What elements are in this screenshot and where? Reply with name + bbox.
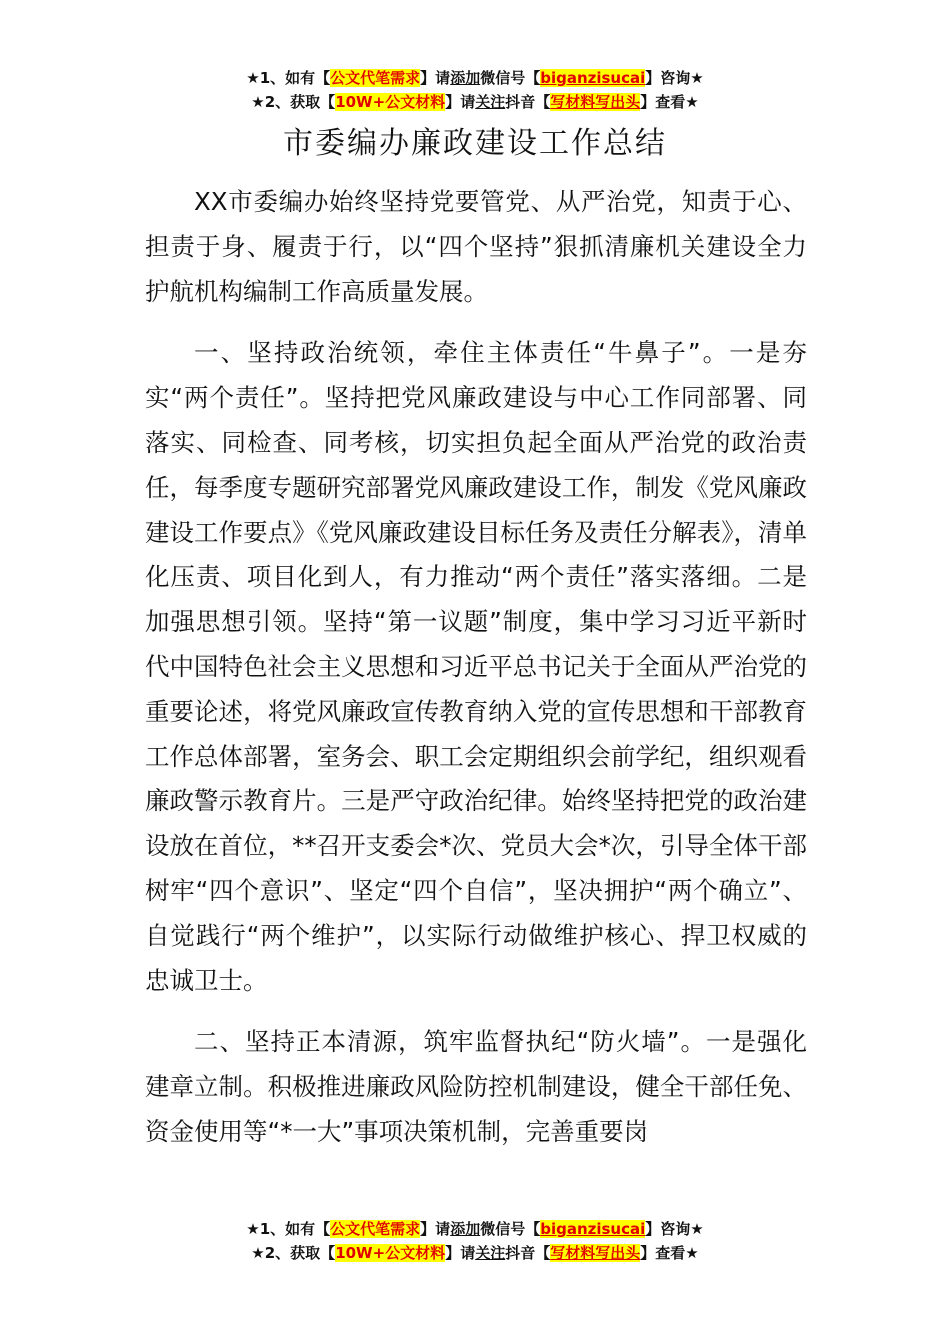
promo-text: 微信号【 bbox=[480, 1220, 541, 1238]
promo-text: 】请 bbox=[445, 1244, 476, 1262]
promo-line-2 bbox=[0, 1241, 950, 1265]
promo-text: 】请 bbox=[420, 69, 451, 87]
promo-text: ★2、获取【 bbox=[251, 93, 336, 111]
promo-text: 微信号【 bbox=[480, 69, 541, 87]
promo-underlined: 关注 bbox=[475, 1244, 506, 1262]
promo-text: ★2、获取【 bbox=[251, 1244, 336, 1262]
promo-line-1 bbox=[0, 66, 950, 90]
promo-text: 】请 bbox=[445, 93, 476, 111]
promo-highlight: 公文代笔需求 bbox=[330, 1220, 421, 1238]
document-body bbox=[145, 180, 807, 1172]
paragraph-intro: XX市委编办始终坚持党要管党、从严治党，知责于心、担责于身、履责于行，以“四个坚持”狠抓清廉机关建设全力护航机构编制工作高质量发展。 bbox=[145, 187, 807, 306]
promo-text: ★1、如有【 bbox=[246, 69, 331, 87]
promo-underlined: 添加 bbox=[450, 69, 481, 87]
wechat-id: biganzisucai bbox=[540, 69, 646, 87]
promo-text: ★1、如有【 bbox=[246, 1220, 331, 1238]
promo-highlight: 10W+公文材料 bbox=[335, 1244, 446, 1262]
promo-highlight: 10W+公文材料 bbox=[335, 93, 446, 111]
promo-text: 】请 bbox=[420, 1220, 451, 1238]
paragraph-section-1: 一、坚持政治统领，牵住主体责任“牛鼻子”。一是夯实“两个责任”。坚持把党风廉政建设与中心工作同部署、同落实、同检查、同考核，切实担负起全面从严治党的政治责任，每季度专题研究部署党风廉政建设工作，制发《党风廉政建设工作要点》《党风廉政建设目标任务及责任分解表》，清单化压责、项目化到人，有力推动“两个责任”落实落细。二是加强思想引领。坚持“第一议题”制度，集中学习习近平新时代中国特色社会主义思想和习近平总书记关于全面从严治党的重要论述，将党风廉政宣传教育纳入党的宣传思想和干部教育工作总体部署，室务会、职工会定期组织会前学纪，组织观看廉政警示教育片。三是严守政治纪律。始终坚持把党的政治建设放在首位，**召开支委会*次、党员大会*次，引导全体干部树牢“四个意识”、坚定“四个自信”，坚决拥护“两个确立”、自觉践行“两个维护”，以实际行动做维护核心、捍卫权威的忠诚卫士。 bbox=[145, 338, 807, 995]
promo-highlight: 公文代笔需求 bbox=[330, 69, 421, 87]
promo-text: 抖音【 bbox=[505, 1244, 551, 1262]
wechat-id: biganzisucai bbox=[540, 1220, 646, 1238]
promo-line-1 bbox=[0, 1217, 950, 1241]
promo-text: 】查看★ bbox=[640, 93, 699, 111]
promo-text: 】咨询★ bbox=[645, 1220, 704, 1238]
promo-banner-top bbox=[0, 66, 950, 114]
douyin-id: 写材料写出头 bbox=[550, 1244, 641, 1262]
document-title: 市委编办廉政建设工作总结 bbox=[283, 126, 667, 161]
douyin-id: 写材料写出头 bbox=[550, 93, 641, 111]
promo-underlined: 添加 bbox=[450, 1220, 481, 1238]
promo-banner-bottom bbox=[0, 1217, 950, 1265]
promo-text: 】咨询★ bbox=[645, 69, 704, 87]
promo-underlined: 关注 bbox=[475, 93, 506, 111]
promo-text: 】查看★ bbox=[640, 1244, 699, 1262]
paragraph-section-2: 二、坚持正本清源，筑牢监督执纪“防火墙”。一是强化建章立制。积极推进廉政风险防控机制建设，健全干部任免、资金使用等“*一大”事项决策机制，完善重要岗 bbox=[145, 1027, 807, 1146]
promo-text: 抖音【 bbox=[505, 93, 551, 111]
promo-line-2 bbox=[0, 90, 950, 114]
